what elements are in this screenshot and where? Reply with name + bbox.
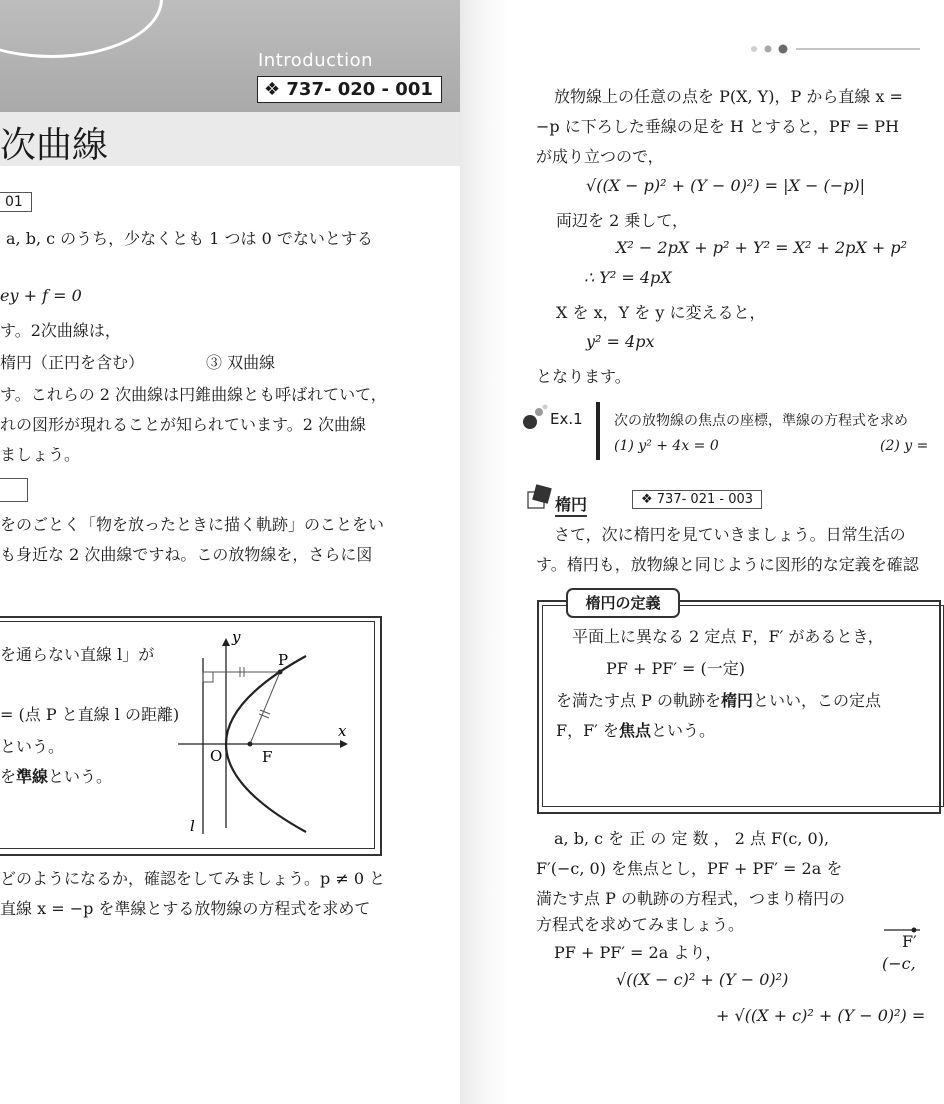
paragraph-line: −p に下ろした垂線の足を H とすると，PF = PH xyxy=(536,117,900,136)
page-gutter xyxy=(460,0,510,1104)
intro-line: す。2次曲線は， xyxy=(0,321,121,340)
right-angle-mark xyxy=(203,672,213,682)
y-axis-arrow xyxy=(222,638,230,646)
intro-equation: ey + f = 0 xyxy=(0,286,82,305)
example-label: Ex.1 xyxy=(550,410,583,428)
definition-line: を満たす点 P の軌跡を楕円といい，この定点 xyxy=(556,691,881,710)
example-divider xyxy=(596,402,600,460)
tick-mark xyxy=(260,710,270,714)
intro-line: す。これらの 2 次曲線は円錐曲線とも呼ばれていて， xyxy=(0,385,387,404)
parabola-line: をのごとく「物を放ったときに描く軌跡」のことをい xyxy=(0,515,385,534)
paragraph-line: 両辺を 2 乗して， xyxy=(556,211,689,230)
paragraph-line: となります。 xyxy=(536,367,631,386)
tick-mark xyxy=(259,714,269,718)
intro-line: 楕円（正円を含む） xyxy=(0,353,145,372)
chapter-title: 次曲線 xyxy=(0,125,109,166)
example-item-2: (2) y = xyxy=(880,438,929,454)
equation-distance: √((X − p)² + (Y − 0)²) = |X − (−p)| xyxy=(586,176,866,195)
definition-line: F，F′ を焦点という。 xyxy=(556,721,715,740)
paragraph-line: F′(−c, 0) を焦点とし，PF + PF′ = 2a を xyxy=(536,859,843,878)
paragraph-line: さて，次に楕円を見ていきましょう。日常生活の xyxy=(554,525,906,544)
definition-line: を準線という。 xyxy=(0,767,113,786)
ellipse-section-code: ❖ 737- 021 - 003 xyxy=(632,490,762,509)
definition-line: = (点 P と直線 l の距離) xyxy=(0,705,180,724)
definition-equation: PF + PF′ = (一定) xyxy=(606,659,746,678)
example-text: 次の放物線の焦点の座標，準線の方程式を求め xyxy=(614,413,908,429)
o-label: O xyxy=(210,747,223,765)
point-f xyxy=(248,742,253,747)
f-label: F xyxy=(262,748,273,766)
header-code-box: ❖ 737- 020 - 001 xyxy=(257,76,442,103)
paragraph-line: X を x，Y を y に変えると， xyxy=(556,303,766,322)
directrix-term: 準線 xyxy=(16,767,49,786)
ellipse-term: 楕円 xyxy=(720,691,753,710)
paragraph-line: が成り立つので， xyxy=(536,147,664,166)
paragraph-line: PF + PF′ = 2a より， xyxy=(554,943,722,962)
bottom-line: どのようになるか，確認をしてみましょう。p ≠ 0 と xyxy=(0,869,386,888)
section-code-box: 01 xyxy=(0,192,32,212)
intro-line: a, b, c のうち，少なくとも 1 つは 0 でないとする xyxy=(6,229,373,248)
paragraph-line: a, b, c を 正 の 定 数 ， 2 点 F(c, 0), xyxy=(554,829,830,848)
header-decoration-curve xyxy=(0,0,163,58)
definition-line: を通らない直線 l」が xyxy=(0,645,155,664)
x-label: x xyxy=(338,722,347,740)
bottom-line: 直線 x = −p を準線とする放物線の方程式を求めて xyxy=(0,899,371,918)
focus-term: 焦点 xyxy=(618,721,651,740)
section-code-box-empty xyxy=(0,478,28,502)
intro-line: れの図形が現れることが知られています。2 次曲線 xyxy=(0,415,366,434)
definition-line: という。 xyxy=(0,737,65,756)
ellipse-section-title: 楕円 xyxy=(555,492,587,517)
point-p xyxy=(278,670,283,675)
definition-line: 平面上に異なる 2 定点 F，F′ があるとき， xyxy=(572,627,884,646)
parabola-figure xyxy=(170,628,360,840)
equation-sum-part-1: √((X − c)² + (Y − 0)²) xyxy=(616,970,789,989)
ellipse-definition-label: 楕円の定義 xyxy=(566,588,680,618)
intro-line: ③ 双曲線 xyxy=(206,353,276,372)
example-bullet-icon xyxy=(520,404,550,432)
paragraph-line: 方程式を求めてみましょう。 xyxy=(536,915,745,934)
equation-standard-form: y² = 4px xyxy=(586,332,655,351)
header-label: Introduction xyxy=(258,50,374,71)
page-dots-decoration xyxy=(748,41,920,57)
paragraph-line: す。楕円も，放物線と同じように図形的な定義を確認 xyxy=(536,555,919,574)
figure-label: F′ xyxy=(902,932,917,951)
intro-line: ましょう。 xyxy=(0,445,81,464)
x-axis-arrow xyxy=(340,740,348,748)
y-label: y xyxy=(232,628,241,646)
equation-sum-part-2: + √((X + c)² + (Y − 0)²) = xyxy=(716,1006,926,1025)
l-label: l xyxy=(190,817,195,835)
equation-result: ∴ Y² = 4pX xyxy=(584,268,672,287)
section-marker-icon xyxy=(526,484,552,510)
equation-expanded: X² − 2pX + p² + Y² = X² + 2pX + p² xyxy=(616,238,907,257)
figure-label: (−c, xyxy=(882,954,916,973)
parabola-line: も身近な 2 次曲線ですね。この放物線を，さらに図 xyxy=(0,545,373,564)
paragraph-line: 放物線上の任意の点を P(X, Y)，P から直線 x = xyxy=(554,87,903,106)
paragraph-line: 満たす点 P の軌跡の方程式，つまり楕円の xyxy=(536,889,845,908)
example-item-1: (1) y² + 4x = 0 xyxy=(614,438,719,454)
p-label: P xyxy=(278,651,289,669)
